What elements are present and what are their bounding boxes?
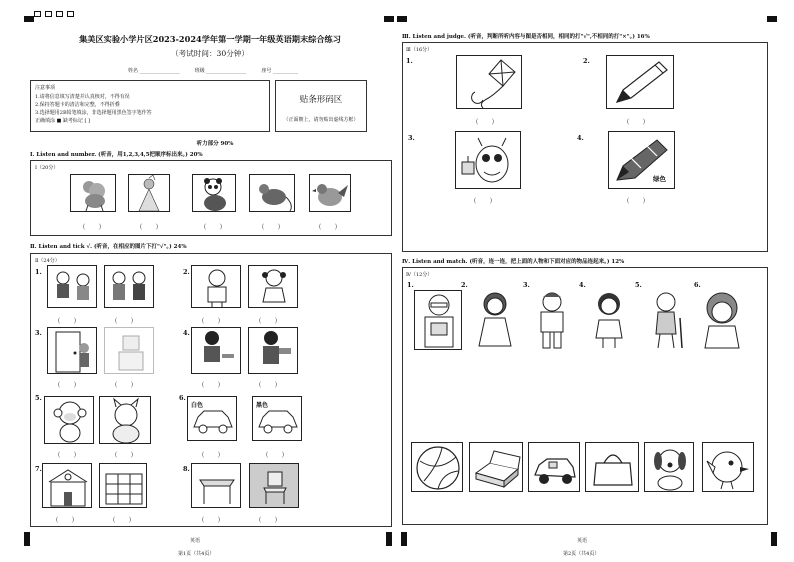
answer-blank[interactable]: （ ） <box>262 451 288 459</box>
notice-heading: 注意事项 <box>35 85 56 91</box>
section-1-score: Ⅰ（20分） <box>35 165 59 171</box>
chair-picture <box>249 463 299 508</box>
footer-subject: 英语 <box>577 538 588 544</box>
car-label-black: 黑色 <box>256 402 269 409</box>
question-number: 2. <box>183 268 190 276</box>
answer-blank[interactable]: （ ） <box>198 516 224 524</box>
rat-picture <box>249 174 295 212</box>
question-number: 5. <box>35 394 42 402</box>
bird-picture <box>702 442 754 492</box>
mother-picture <box>471 290 519 350</box>
desk-picture <box>191 463 241 508</box>
poodle-picture <box>70 174 116 212</box>
listening-header: 听力部分 90% <box>196 141 234 147</box>
exam-time: （考试时间：30分钟） <box>170 49 249 58</box>
boys-picture <box>47 265 97 308</box>
exam-page-2 <box>397 0 794 562</box>
exam-title: 集美区实验小学片区2023-2024学年第一学期一年级英语期末综合练习 <box>79 34 341 44</box>
answer-blank[interactable]: （ ） <box>54 317 80 325</box>
alignment-mark <box>401 532 407 546</box>
question-number: 1. <box>35 268 42 276</box>
black-car-picture <box>252 396 302 441</box>
answer-blank[interactable]: （ ） <box>54 381 80 389</box>
answer-blank[interactable]: （ ） <box>315 223 341 231</box>
answer-blank[interactable]: （ ） <box>109 516 135 524</box>
question-number: 2. <box>583 57 590 65</box>
question-number: 3. <box>408 134 415 142</box>
class-field[interactable]: 班级 ________________ <box>194 68 247 74</box>
answer-blank[interactable]: （ ） <box>255 317 281 325</box>
question-number: 3. <box>35 329 42 337</box>
answer-blank[interactable]: （ ） <box>255 516 281 524</box>
crayon-label: 绿色 <box>653 175 666 183</box>
girl-picture <box>248 265 298 308</box>
notice-line: 1.请将信息填写清楚并认真核对，不得有误 <box>35 94 130 100</box>
pencil-box-icon <box>470 443 523 492</box>
answer-blank[interactable]: （ ） <box>623 118 649 126</box>
alignment-mark <box>24 532 30 546</box>
bubble-boxes <box>34 11 80 17</box>
kite-icon <box>457 56 522 109</box>
ball-picture <box>411 442 463 492</box>
monster-icon <box>456 132 521 189</box>
student-info-line <box>128 67 298 74</box>
section-4-score: Ⅳ（12分） <box>406 272 433 278</box>
pencil-picture <box>606 55 674 109</box>
father-picture <box>529 290 575 350</box>
question-number: 6. <box>694 281 701 289</box>
dog-picture <box>644 442 694 492</box>
answer-blank[interactable]: （ ） <box>111 451 137 459</box>
man-standing-picture <box>248 327 298 374</box>
answer-blank[interactable]: （ ） <box>54 451 80 459</box>
monster-picture <box>455 131 521 189</box>
girl-picture <box>586 290 632 350</box>
question-number: 4. <box>183 329 190 337</box>
dog-icon <box>645 443 694 492</box>
school-picture <box>42 463 92 508</box>
section-3-score: Ⅲ（16分） <box>406 47 433 53</box>
question-number: 8. <box>183 465 190 473</box>
notice-line: 3.选择题用2B铅笔填涂，非选择题用黑色签字笔作答 <box>35 110 152 116</box>
answer-blank[interactable]: （ ） <box>470 197 496 205</box>
notice-line: 2.保持答题卡的清洁和完整，不得折叠 <box>35 102 120 108</box>
princess-picture <box>128 174 170 212</box>
section-4-title: Ⅳ. Listen and match. (听音，连一连，把上面的人物和下面对应的物品连起来。) 12% <box>402 259 625 265</box>
section-1-title: Ⅰ. Listen and number. (听音，用1,2,3,4,5把顺序标出来。) 20% <box>30 152 203 158</box>
question-number: 2. <box>461 281 468 289</box>
man-sitting-picture <box>191 327 241 374</box>
grandpa-cane-picture <box>642 290 690 350</box>
notice-line: 正确填涂 ■ 缺考标记 [ ] <box>35 118 90 124</box>
grandpa-picture <box>414 290 462 350</box>
answer-blank[interactable]: （ ） <box>258 223 284 231</box>
answer-blank[interactable]: （ ） <box>198 451 224 459</box>
question-number: 3. <box>523 281 530 289</box>
bag-picture <box>585 442 639 492</box>
car-icon <box>529 443 580 492</box>
white-car-picture <box>187 396 237 441</box>
answer-blank[interactable]: （ ） <box>111 317 137 325</box>
alignment-mark <box>767 16 777 22</box>
car-label-white: 白色 <box>191 402 204 409</box>
bird-icon <box>703 443 754 492</box>
barcode-area <box>275 80 367 132</box>
boy-picture <box>191 265 241 308</box>
answer-blank[interactable]: （ ） <box>200 223 226 231</box>
answer-blank[interactable]: （ ） <box>472 118 498 126</box>
bird-picture <box>309 174 351 212</box>
page-number: 第1页（共4页） <box>178 551 215 557</box>
page-number: 第2页（共4页） <box>563 551 600 557</box>
name-field[interactable]: 姓名 ________________ <box>128 68 180 74</box>
door-picture <box>47 327 97 374</box>
building-picture <box>99 463 147 508</box>
question-number: 1. <box>406 57 413 65</box>
monkey-picture <box>44 396 94 444</box>
alignment-mark <box>397 16 407 22</box>
ball-icon <box>412 443 463 492</box>
cat-picture <box>99 396 151 444</box>
question-number: 1. <box>407 281 414 289</box>
alignment-mark <box>384 16 394 22</box>
section-2-title: Ⅱ. Listen and tick √. (听音，在相应的图片下打"√"。) 24% <box>30 244 187 250</box>
barcode-hint: （正面朝上，请勿贴出虚线方框） <box>283 117 359 123</box>
question-number: 4. <box>577 134 584 142</box>
bag-icon <box>586 443 639 492</box>
question-number: 5. <box>635 281 642 289</box>
answer-blank[interactable]: （ ） <box>111 381 137 389</box>
answer-blank[interactable]: （ ） <box>623 197 649 205</box>
pencil-icon <box>607 56 674 109</box>
crayon-picture <box>608 131 675 189</box>
answer-blank[interactable]: （ ） <box>198 381 224 389</box>
robot-picture <box>104 327 154 374</box>
question-number: 6. <box>179 394 186 402</box>
answer-blank[interactable]: （ ） <box>255 381 281 389</box>
notice-box <box>30 80 270 132</box>
alignment-mark <box>24 16 34 22</box>
answer-blank[interactable]: （ ） <box>136 223 162 231</box>
alignment-mark <box>771 532 777 546</box>
answer-blank[interactable]: （ ） <box>52 516 78 524</box>
section-2-score: Ⅱ（24分） <box>35 258 60 264</box>
seat-field[interactable]: 座号 __________ <box>261 68 298 74</box>
kite-picture <box>456 55 522 109</box>
answer-blank[interactable]: （ ） <box>79 223 105 231</box>
answer-blank[interactable]: （ ） <box>198 317 224 325</box>
pencil-box-picture <box>469 442 523 492</box>
question-number: 4. <box>579 281 586 289</box>
grandma-picture <box>697 290 747 350</box>
panda-picture <box>192 174 236 212</box>
kids-picture <box>104 265 154 308</box>
footer-subject: 英语 <box>190 538 201 544</box>
section-3-title: Ⅲ. Listen and judge. (听音，判断所听内容与图是否相同，相同的打"√",不相同的打"×"。) 16% <box>402 34 650 40</box>
question-number: 7. <box>35 465 42 473</box>
car-picture <box>528 442 580 492</box>
barcode-label: 贴条形码区 <box>299 95 343 105</box>
alignment-mark <box>386 532 392 546</box>
